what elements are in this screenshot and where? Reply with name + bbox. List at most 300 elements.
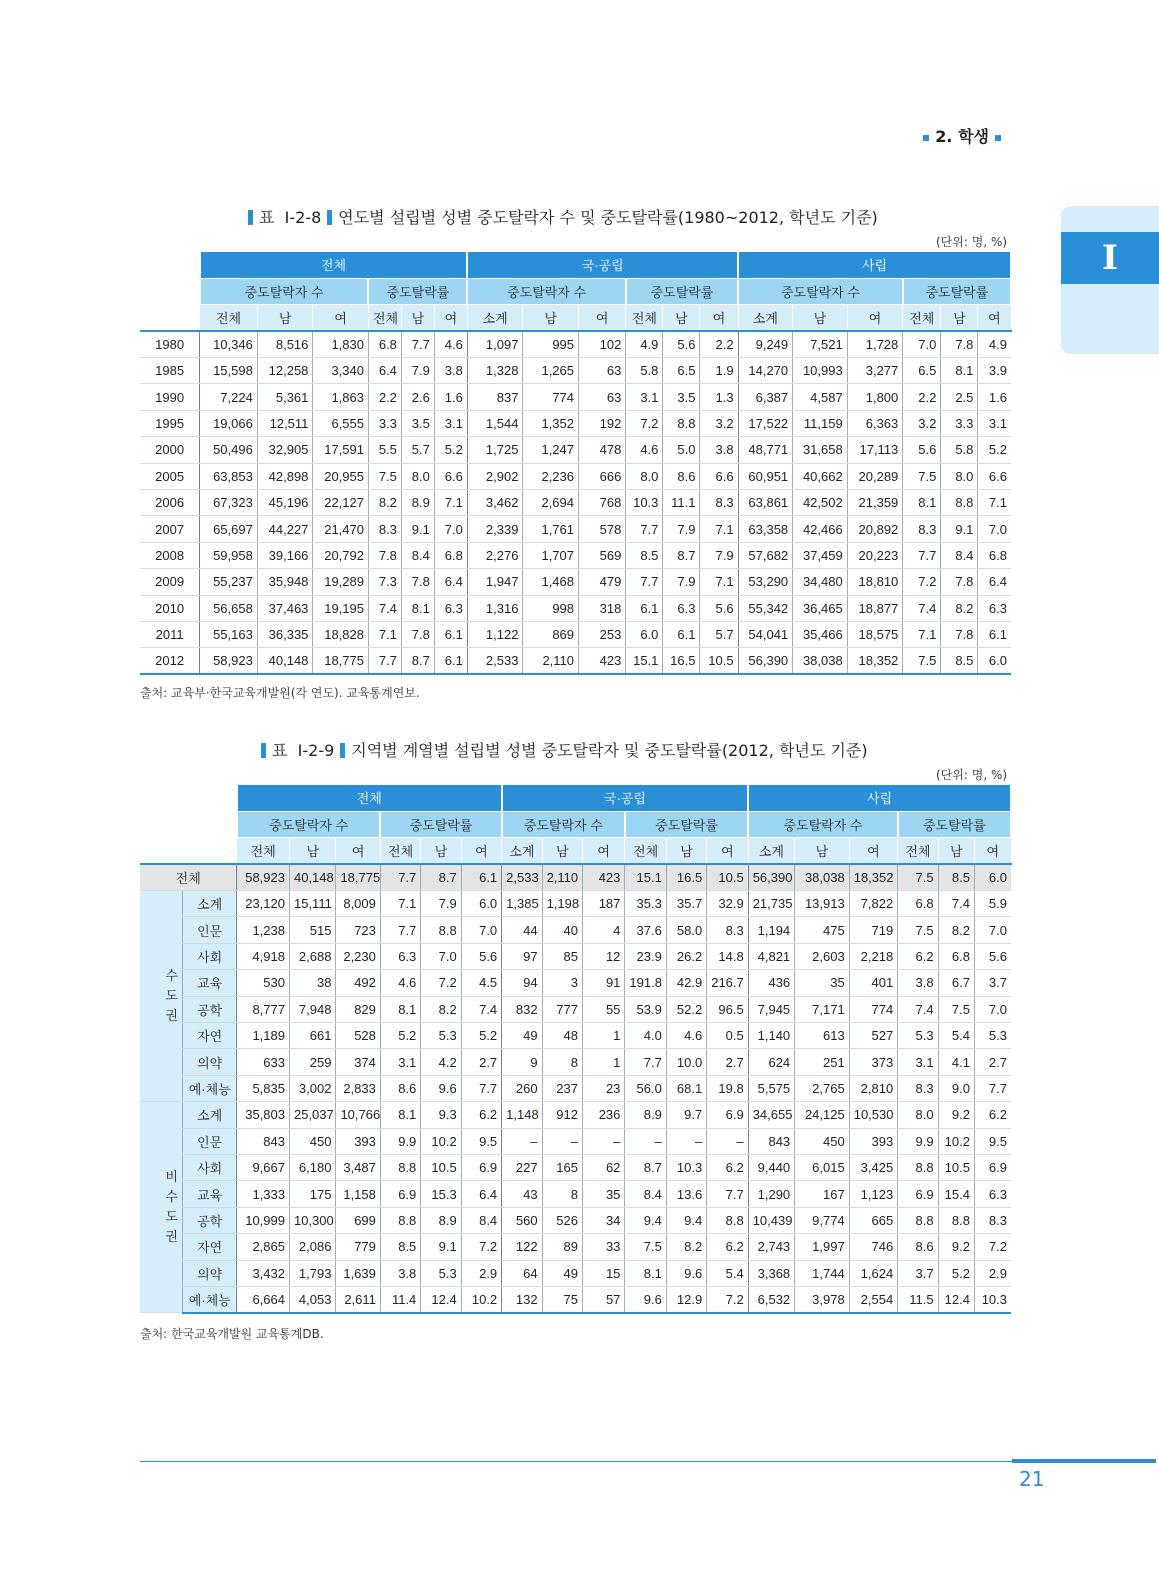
table-cell: 1,639 [336,1260,380,1286]
table-cell: 2.2 [903,384,941,410]
table-cell: 4.2 [421,1049,461,1075]
table-cell: 10.2 [421,1128,461,1154]
table-cell: 19,195 [313,595,369,621]
table-cell: 12 [582,943,624,969]
column-header: 남 [795,838,850,864]
table2-number: Ⅰ-2-9 [297,741,335,760]
table-cell: 9.5 [461,1128,501,1154]
table-cell: 8.3 [974,1207,1011,1233]
table-cell: 19.8 [707,1075,748,1101]
table-cell: 2,276 [467,542,523,568]
column-header: 여 [461,838,501,864]
table-cell: 9 [502,1049,542,1075]
table-cell: 1,468 [523,569,579,595]
table-cell: 10.3 [666,1154,706,1180]
table-cell: 1,830 [313,331,369,357]
table-cell: 17,591 [313,437,369,463]
table-cell: 60,951 [738,463,793,489]
table-cell: 666 [579,463,626,489]
table-cell: 8.3 [368,516,401,542]
table-cell: 6.6 [434,463,467,489]
table-cell: 7.2 [421,970,461,996]
table-cell: 48,771 [738,437,793,463]
table-cell: 12,258 [257,358,313,384]
table-cell: – [542,1128,582,1154]
year-label: 1980 [140,331,200,357]
table-cell: 4.9 [978,331,1011,357]
table-cell: 6,387 [738,384,793,410]
table-cell: 7.9 [663,569,700,595]
table-cell: 1,800 [847,384,903,410]
table-cell: 259 [289,1049,335,1075]
table-cell: 3.1 [898,1049,938,1075]
column-header: 여 [974,838,1011,864]
table-cell: 423 [582,864,624,890]
table-cell: 6.9 [974,1154,1011,1180]
table-cell: 10.3 [974,1286,1011,1312]
table-cell: 25,037 [289,1102,335,1128]
table-cell: 1,247 [523,437,579,463]
table-cell: 2,694 [523,490,579,516]
table-cell: – [707,1128,748,1154]
table-cell: 2.7 [707,1049,748,1075]
year-label: 2011 [140,621,200,647]
table-cell: 8.7 [663,542,700,568]
table-cell: 5,835 [237,1075,290,1101]
group-header: 사립 [738,252,1011,278]
table-cell: 175 [289,1181,335,1207]
table2-source: 출처: 한국교육개발원 교육통계DB. [140,1327,324,1341]
table-cell: 318 [579,595,626,621]
table-row [140,1207,1011,1233]
table-cell: 7.7 [368,648,401,674]
table-row [140,490,1011,516]
table-cell: 2,743 [748,1234,794,1260]
table-cell: 6.8 [978,542,1011,568]
table-cell: 768 [579,490,626,516]
table-cell: 7.0 [421,943,461,969]
field-label: 교육 [182,1181,237,1207]
table-cell: 1.6 [978,384,1011,410]
table-cell: 8.5 [626,542,663,568]
table-cell: 7.5 [898,917,938,943]
table-cell: 450 [795,1128,850,1154]
table-cell: 132 [502,1286,542,1312]
table-cell: 34,480 [793,569,848,595]
footer-rule [140,1461,1156,1462]
table-cell: 374 [336,1049,380,1075]
table-cell: 38,038 [795,864,850,890]
table-cell: 3.3 [368,410,401,436]
table-cell: 7.7 [707,1181,748,1207]
table-cell: 10,766 [336,1102,380,1128]
table-cell: 42,466 [793,516,848,542]
table-cell: 3,487 [336,1154,380,1180]
column-header: 전체 [237,838,290,864]
table-cell: 10,300 [289,1207,335,1233]
table-cell: 998 [523,595,579,621]
column-header: 여 [434,305,467,331]
subgroup-header: 중도탈락자 수 [467,278,626,304]
table-cell: 6.4 [978,569,1011,595]
table-cell: 7.8 [941,621,978,647]
table-row [140,1260,1011,1286]
subgroup-header: 중도탈락률 [626,278,738,304]
table-cell: 3,340 [313,358,369,384]
subgroup-header: 중도탈락자 수 [502,811,625,837]
table-cell: 36,335 [257,621,313,647]
table-cell: 2.7 [461,1049,501,1075]
table-cell: 2,533 [467,648,523,674]
table-cell: 7.1 [434,490,467,516]
table-cell: 16.5 [666,864,706,890]
table-cell: 5.4 [938,1023,974,1049]
table-cell: 8.5 [380,1234,420,1260]
table-cell: 3.2 [903,410,941,436]
table-cell: 2,230 [336,943,380,969]
table1 [140,252,1012,675]
table-cell: 10.5 [421,1154,461,1180]
table-cell: 1,793 [289,1260,335,1286]
table-cell: 995 [523,331,579,357]
region-char: 비 [165,1169,178,1185]
table-cell: 3,368 [748,1260,794,1286]
table1-title: 연도별 설립별 성별 중도탈락자 수 및 중도탈락률(1980~2012, 학년도 기준) [338,208,878,227]
column-header: 소계 [502,838,542,864]
table-cell: 7.9 [700,542,738,568]
table-cell: 7.1 [978,490,1011,516]
table-cell: 9.7 [666,1102,706,1128]
table-cell: 7.8 [941,569,978,595]
column-header: 소계 [467,305,523,331]
column-header: 여 [313,305,369,331]
table-cell: 57 [582,1286,624,1312]
table-cell: 7.2 [461,1234,501,1260]
table-cell: 8.2 [938,917,974,943]
table-cell: 912 [542,1102,582,1128]
table-cell: 63 [579,358,626,384]
table-cell: 43 [502,1181,542,1207]
table-cell: 7.4 [938,891,974,917]
table-cell: 7.7 [903,542,941,568]
table-cell: 8.4 [625,1181,666,1207]
table-cell: 7,822 [849,891,897,917]
table-cell: 89 [542,1234,582,1260]
table-cell: 478 [579,437,626,463]
table-cell: 7.1 [368,621,401,647]
table-cell: 6.8 [434,542,467,568]
chapter-number: I [1061,232,1159,284]
table-cell: 8.9 [625,1102,666,1128]
table-cell: 10,346 [200,331,258,357]
table-cell: 8.8 [898,1207,938,1233]
table-cell: 5.2 [461,1023,501,1049]
table-cell: 63,861 [738,490,793,516]
table-cell: 8.7 [625,1154,666,1180]
table-cell: 6.8 [898,891,938,917]
table-cell: 661 [289,1023,335,1049]
table-cell: 7.4 [461,996,501,1022]
year-label: 2010 [140,595,200,621]
table-cell: 48 [542,1023,582,1049]
table-cell: 42,502 [793,490,848,516]
table-cell: 8.0 [941,463,978,489]
table-row [140,569,1011,595]
subgroup-header: 중도탈락률 [380,811,501,837]
column-header: 남 [289,838,335,864]
region-char: 권 [165,1008,178,1024]
table-cell: 1,148 [502,1102,542,1128]
table-cell: 5,361 [257,384,313,410]
table-cell: 6.6 [978,463,1011,489]
table-cell: – [666,1128,706,1154]
field-label: 소계 [182,1102,237,1128]
table-cell: 492 [336,970,380,996]
table-cell: 35 [582,1181,624,1207]
table-cell: 15 [582,1260,624,1286]
field-label: 인문 [182,917,237,943]
field-label: 인문 [182,1128,237,1154]
table-cell: 58,923 [237,864,290,890]
table-cell: 2.5 [941,384,978,410]
table-cell: 3.7 [974,970,1011,996]
table-cell: 9.6 [421,1075,461,1101]
table-row [140,516,1011,542]
table-cell: 1,707 [523,542,579,568]
table-cell: 31,658 [793,437,848,463]
table-cell: 2,110 [523,648,579,674]
column-header: 남 [663,305,700,331]
table-cell: 5.6 [974,943,1011,969]
column-header: 소계 [738,305,793,331]
table-cell: 10.0 [666,1049,706,1075]
table-cell: 8.2 [421,996,461,1022]
table-cell: 3.5 [401,410,434,436]
column-header: 전체 [625,838,666,864]
table-cell: 13,913 [795,891,850,917]
column-header: 남 [938,838,974,864]
table-cell: 6.2 [707,1234,748,1260]
table-cell: 9,774 [795,1207,850,1233]
table-cell: 94 [502,970,542,996]
table-cell: 9.1 [401,516,434,542]
table-cell: 6.3 [380,943,420,969]
table-cell: 13.6 [666,1181,706,1207]
year-label: 2009 [140,569,200,595]
table-cell: 8.6 [663,463,700,489]
table-cell: 4.6 [380,970,420,996]
table-cell: 236 [582,1102,624,1128]
table-cell: 3.2 [700,410,738,436]
table-cell: 1,997 [795,1234,850,1260]
region-char: 도 [165,988,178,1004]
table-cell: 8.3 [903,516,941,542]
table-cell: 699 [336,1207,380,1233]
table-cell: 8.1 [903,490,941,516]
table-row [140,1128,1011,1154]
table-cell: 68.1 [666,1075,706,1101]
table-cell: 8.8 [898,1154,938,1180]
column-header: 남 [401,305,434,331]
table-cell: 63 [579,384,626,410]
table-cell: 227 [502,1154,542,1180]
table-cell: 20,792 [313,542,369,568]
table-cell: – [582,1128,624,1154]
table2-title: 지역별 계열별 설립별 성별 중도탈락자 및 중도탈락률(2012, 학년도 기준) [351,741,868,760]
table-cell: 779 [336,1234,380,1260]
table-cell: 8.1 [401,595,434,621]
table-cell: 55,163 [200,621,258,647]
table-cell: 1,238 [237,917,290,943]
table-cell: 91 [582,970,624,996]
table1-caption [242,205,878,228]
table-row [140,1023,1011,1049]
group-header: 전체 [200,252,468,278]
table-cell: 39,166 [257,542,313,568]
table-cell: 2,218 [849,943,897,969]
year-label: 1990 [140,384,200,410]
table-cell: 6,180 [289,1154,335,1180]
table-cell: 2,236 [523,463,579,489]
table-cell: 75 [542,1286,582,1312]
table-cell: 7.1 [700,569,738,595]
table-cell: 6.5 [663,358,700,384]
table-cell: 8.7 [401,648,434,674]
table-cell: 515 [289,917,335,943]
table-cell: 9,667 [237,1154,290,1180]
table-cell: 7.1 [700,516,738,542]
subgroup-header: 중도탈락률 [368,278,467,304]
table-cell: 8,777 [237,996,290,1022]
table-cell: 15.4 [938,1181,974,1207]
table-cell: 6,363 [847,410,903,436]
table-cell: 56,390 [738,648,793,674]
table-cell: 7.2 [903,569,941,595]
table-cell: 4.6 [666,1023,706,1049]
table-cell: 187 [582,891,624,917]
table-cell: 165 [542,1154,582,1180]
table-row [140,595,1011,621]
subgroup-header: 중도탈락자 수 [237,811,380,837]
table-cell: 2,603 [795,943,850,969]
column-header: 전체 [200,305,258,331]
table-cell: 18,352 [849,864,897,890]
table-cell: 6.9 [898,1181,938,1207]
table-cell: 8.8 [938,1207,974,1233]
table-cell: 1,761 [523,516,579,542]
table-cell: 14.8 [707,943,748,969]
table-cell: 624 [748,1049,794,1075]
year-label: 1995 [140,410,200,436]
table-cell: 9,249 [738,331,793,357]
table-cell: 5.9 [974,891,1011,917]
table2 [140,785,1012,1314]
table-cell: 63,853 [200,463,258,489]
table-cell: 260 [502,1075,542,1101]
table-cell: 8.2 [666,1234,706,1260]
table-cell: 719 [849,917,897,943]
table-cell: 49 [502,1023,542,1049]
table-cell: 746 [849,1234,897,1260]
column-header: 남 [523,305,579,331]
table-cell: 251 [795,1049,850,1075]
table-cell: 373 [849,1049,897,1075]
group-header: 국·공립 [502,785,749,811]
column-header: 전체 [380,838,420,864]
subgroup-header: 중도탈락률 [903,278,1011,304]
table-cell: 8.8 [380,1207,420,1233]
region-label [140,1102,182,1313]
table-cell: 1,333 [237,1181,290,1207]
table-cell: 3,432 [237,1260,290,1286]
table-cell: 4.9 [626,331,663,357]
column-header: 여 [847,305,903,331]
table-cell: 8.4 [401,542,434,568]
table-cell: 19,289 [313,569,369,595]
table-cell: 7.7 [626,516,663,542]
table-cell: 9,440 [748,1154,794,1180]
table-row [140,1154,1011,1180]
table-cell: 35,466 [793,621,848,647]
table-cell: 450 [289,1128,335,1154]
table-cell: 1.9 [700,358,738,384]
table-cell: 2.7 [974,1049,1011,1075]
table-cell: 7,945 [748,996,794,1022]
table-row [140,384,1011,410]
table-cell: 42.9 [666,970,706,996]
table-cell: 5.2 [380,1023,420,1049]
table-cell: 2,810 [849,1075,897,1101]
table-cell: 5.0 [663,437,700,463]
field-label: 의약 [182,1049,237,1075]
table-cell: 3.7 [898,1260,938,1286]
table-cell: 6.0 [974,864,1011,890]
table-cell: 10,993 [793,358,848,384]
table-cell: 8.2 [941,595,978,621]
table-cell: – [502,1128,542,1154]
table-cell: 3.8 [434,358,467,384]
table2-prefix: 표 [272,741,288,760]
table-cell: 6.6 [700,463,738,489]
table-cell: 18,828 [313,621,369,647]
table-cell: 1,328 [467,358,523,384]
table-cell: 7.9 [421,891,461,917]
table-cell: 6.4 [434,569,467,595]
table-cell: 59,958 [200,542,258,568]
table-cell: 4,918 [237,943,290,969]
table-cell: 8 [542,1181,582,1207]
year-label: 2005 [140,463,200,489]
table-cell: 8.0 [626,463,663,489]
table-cell: 8.0 [898,1102,938,1128]
caption-bar-icon [340,743,345,758]
subgroup-header: 중도탈락률 [898,811,1011,837]
table-cell: 35 [795,970,850,996]
field-label: 자연 [182,1234,237,1260]
table-cell: 3,978 [795,1286,850,1312]
table-cell: 6,664 [237,1286,290,1312]
table1-number: Ⅰ-2-8 [284,208,322,227]
table-cell: 7.4 [368,595,401,621]
table-cell: 14,270 [738,358,793,384]
section-header [917,124,1007,147]
table-cell: 18,810 [847,569,903,595]
column-header: 여 [978,305,1011,331]
table-cell: 17,522 [738,410,793,436]
table-cell: 37,463 [257,595,313,621]
table-cell: 12.4 [421,1286,461,1312]
table-cell: 578 [579,516,626,542]
